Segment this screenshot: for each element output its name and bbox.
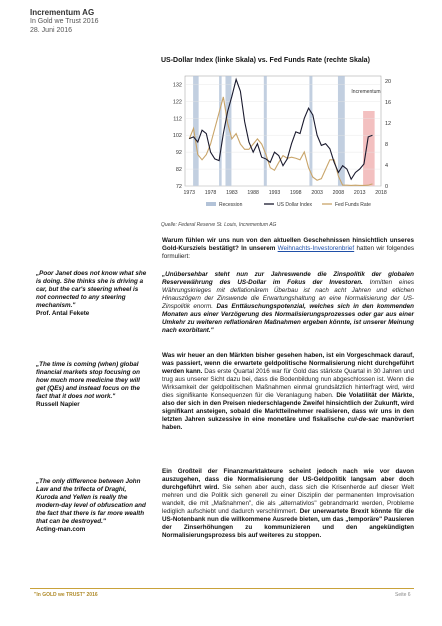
x-tick-label: 1983 <box>226 190 238 196</box>
y-left-tick-label: 122 <box>172 99 182 106</box>
chart-title: US-Dollar Index (linke Skala) vs. Fed Funds Rate (rechte Skala) <box>161 57 370 64</box>
paragraph-market-actors <box>162 468 414 540</box>
foretaste-normal: Das erste Quartal 2016 war für Gold das stärkste Quartal in 30 Jahren und trug aus unserer Sicht dazu bei, dass die Bodenbildung nun abgeschlossen ist. Wenn die Wirksamkeit der geldpolitischen Maßnahmen einmal grundsätzlich hinterfragt wird, wird dies signifikante Konsequenzen für die Veranlagung haben. <box>162 368 414 399</box>
company-name: Incrementum AG <box>30 8 95 17</box>
letter-bold-1: „Unübersehbar steht nun zur Jahreswende die Zinspolitik der globalen Reservewährung des US-Dollar im Fokus der Investoren. <box>162 271 414 286</box>
foretaste-italic: cul-de-sac <box>347 416 379 423</box>
legend-label: US Dollar Index <box>277 202 313 208</box>
y-left-tick-label: 82 <box>175 167 182 174</box>
actors-normal: Sie sehen aber auch, dass sich die Krisenherde auf dieser Welt mehren und die Politik sich generell zu einer Disziplin der permanenten Improvisation wandelt, die mit „Maßnahmen", die als „alternativlos" gebrandmarkt werden, Probleme lediglich aufschiebt und dadurch verschlimmert. <box>162 484 414 515</box>
paragraph-quote-letter <box>162 271 414 335</box>
recession-band <box>264 76 267 186</box>
y-left-tick-label: 132 <box>172 82 182 89</box>
recession-band <box>225 76 231 186</box>
chart-source: Quelle: Federal Reserve St. Louis, Incrementum AG <box>161 222 277 228</box>
x-tick-label: 1998 <box>290 190 302 196</box>
y-left-tick-label: 102 <box>172 133 182 140</box>
letter-bold-2: Das Enttäuschungspotenzial, welches sich in den kommenden Monaten aus einer Verzögerung des Normalisierungsprozesses oder gar aus einer Umkehr zu weiteren reflationären Maßnahmen ergeben könnte, ist unserer Meinung nach exorbitant." <box>162 303 414 334</box>
quote-author: Prof. Antal Fekete <box>36 310 90 317</box>
y-right-tick-label: 4 <box>385 163 389 170</box>
quote-author: Russell Napier <box>36 401 80 408</box>
paragraph-intro <box>162 237 414 261</box>
report-title: In Gold we Trust 2016 <box>30 18 99 25</box>
foretaste-bold-2: Die Volatilität der Märkte, also der sich in den Preisen niederschlagende Zweifel hinsichtlich der Zukunft, wird signifikant ansteigen, sobald die Marktteilnehmer realisieren, dass wir uns in den letzten Jahren sukzessive in eine monetäre und fiskalische <box>162 392 414 423</box>
quote-fekete <box>36 270 148 318</box>
quote-text: „The only difference between John Law and the trifecta of Draghi, Kuroda and Yellen is really the modern-day level of obfuscation and the fact that there is far more wealth that can be destroyed." <box>36 478 146 525</box>
letter-normal: Inmitten eines Währungskrieges mit deflationärem Überbau ist nach acht Jahren und etlichen Hinauszögern der Zinswende die Erwartungshaltung an eine Normalisierung der US-Zinspolitik enorm. <box>162 279 414 310</box>
footer-report-name: "In GOLD we TRUST" 2016 <box>34 592 98 598</box>
intro-text-end: hatten wir folgendes formuliert: <box>162 245 414 260</box>
quote-acting-man <box>36 478 148 534</box>
quote-author: Acting-man.com <box>36 526 86 533</box>
quote-text: „Poor Janet does not know what she is doing. She thinks she is driving a car, but the car's steering wheel is not connected to any steering mechanism." <box>36 270 147 309</box>
investor-letter-link[interactable]: Weihnachts-Investorenbrief <box>277 245 355 252</box>
x-tick-label: 1978 <box>204 190 217 196</box>
highlight-area <box>363 111 375 186</box>
x-tick-label: 2008 <box>332 190 345 196</box>
y-left-tick-label: 72 <box>175 184 182 190</box>
paragraph-foretaste <box>162 352 414 432</box>
quote-text: „The time is coming (when) global financial markets stop focusing on how much more medicine they will get (QEs) and instead focus on the fact that it does not work." <box>36 361 140 400</box>
chart-watermark: Incrementum <box>351 89 381 95</box>
recession-band <box>219 76 222 186</box>
recession-band <box>338 76 345 186</box>
foretaste-bold: Was wir heuer an den Märkten bisher gesehen haben, ist ein Vorgeschmack darauf, was passiert, wenn die erwartete geldpolitische Normalisierung nicht durchgeführt werden kann. <box>162 352 414 375</box>
report-date: 28. Juni 2016 <box>30 27 73 34</box>
footer-divider <box>30 588 414 589</box>
foretaste-bold-3: manövriert haben. <box>162 416 414 431</box>
legend-label: Recession <box>219 202 243 208</box>
usd-fed-chart <box>161 68 411 218</box>
page-number: Seite 6 <box>395 592 411 598</box>
y-right-tick-label: 12 <box>385 121 392 128</box>
x-tick-label: 1988 <box>247 190 259 196</box>
intro-text: Warum fühlen wir uns nun von den aktuellen Geschehnissen hinsichtlich unseres Gold-Kursziels bestätigt? In unserem <box>162 237 414 252</box>
y-right-tick-label: 20 <box>385 79 392 86</box>
page-header <box>30 8 98 35</box>
y-right-tick-label: 0 <box>385 184 389 190</box>
x-tick-label: 2018 <box>375 190 387 196</box>
quote-napier <box>36 361 148 409</box>
y-right-tick-label: 8 <box>385 142 389 149</box>
legend-label: Fed Funds Rate <box>335 202 371 208</box>
x-tick-label: 1973 <box>183 190 196 196</box>
x-tick-label: 2003 <box>311 190 323 196</box>
legend-swatch <box>206 202 216 206</box>
y-right-tick-label: 16 <box>385 100 392 107</box>
x-tick-label: 2013 <box>353 190 366 196</box>
y-left-tick-label: 112 <box>173 116 182 123</box>
actors-bold-2: Der unerwartete Brexit könnte für die US-Notenbank nun die willkommene Ausrede bieten, um das „temporäre" Pausieren der Zinserhöhungen zu kommunizieren und den angekündigten Normalisierungsprozess bis auf weiteres zu stoppen. <box>162 508 415 539</box>
actors-bold: Ein Großteil der Finanzmarktakteure scheint jedoch nach wie vor davon auszugehen, dass die Normalisierung der US-Geldpolitik langsam aber doch durchgeführt wird. <box>162 468 414 491</box>
x-tick-label: 1993 <box>268 190 281 196</box>
y-left-tick-label: 92 <box>175 150 182 157</box>
